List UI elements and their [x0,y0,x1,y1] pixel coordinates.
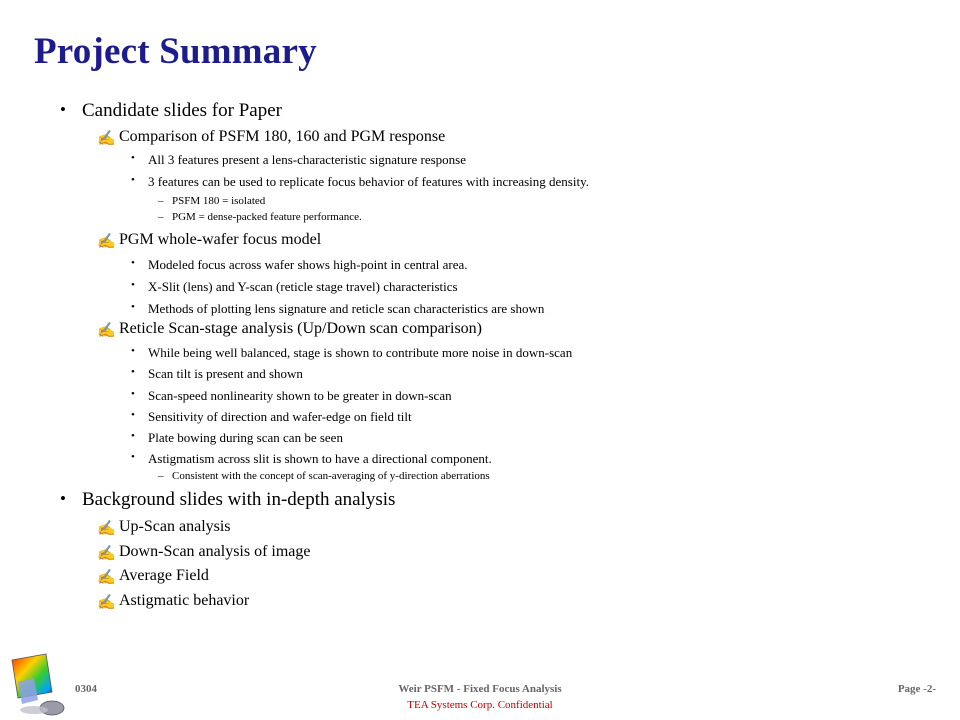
dash-bullet: – [158,211,164,223]
outline-item-text: Astigmatism across slit is shown to have a directional component. [148,451,492,466]
outline-item [131,388,452,404]
outline-item-text: Average Field [119,567,209,584]
outline-item [97,592,250,611]
outline-item-text: All 3 features present a lens-characteristic signature response [148,152,467,167]
outline-item [131,152,467,168]
outline-item [158,470,490,482]
bullet: • [131,257,135,269]
outline-item [60,489,396,511]
outline-item-text: Modeled focus across wafer shows high-point in central area. [148,257,468,272]
outline-item [131,279,458,295]
outline-item [97,567,209,586]
outline-item-text: PGM whole-wafer focus model [119,231,322,248]
outline-item-text: Plate bowing during scan can be seen [148,430,343,445]
outline-item-text: X-Slit (lens) and Y-scan (reticle stage travel) characteristics [148,279,458,294]
bullet: • [131,345,135,357]
outline-item-text: PGM = dense-packed feature performance. [172,211,362,223]
outline-item-text: Methods of plotting lens signature and reticle scan characteristics are shown [148,301,545,316]
outline-item-text: Consistent with the concept of scan-averaging of y-direction aberrations [172,470,490,482]
writing-hand-icon: ✍ [97,595,116,611]
outline-item [131,257,468,273]
writing-hand-icon: ✍ [97,521,116,537]
footer-page-number: Page -2- [897,683,936,695]
outline-item [97,518,231,537]
outline-item [131,301,545,317]
outline-item [97,543,311,562]
bullet: • [131,366,135,378]
writing-hand-icon: ✍ [97,234,116,250]
bullet: • [131,388,135,400]
outline-item [97,128,446,147]
bullet: • [60,489,66,508]
outline-item-text: Comparison of PSFM 180, 160 and PGM response [119,128,446,145]
outline-item-text: While being well balanced, stage is shown to contribute more noise in down-scan [148,345,573,360]
outline-item [131,430,343,446]
bullet: • [131,409,135,421]
bullet: • [131,174,135,186]
outline-item [60,100,282,122]
outline-item [97,320,483,339]
footer-date-code: 0304 [75,683,97,695]
outline-item-text: 3 features can be used to replicate focus behavior of features with increasing density. [148,174,589,189]
dash-bullet: – [158,470,164,482]
outline-item [131,345,573,361]
bullet: • [131,301,135,313]
slide-title: Project Summary [34,31,317,72]
dash-bullet: – [158,195,164,207]
writing-hand-icon: ✍ [97,546,116,562]
outline-item-text: Scan tilt is present and shown [148,366,303,381]
outline-item [131,451,492,467]
outline-item [97,231,322,250]
outline-item [158,195,266,207]
outline-item [131,366,303,382]
outline-item-text: Astigmatic behavior [119,592,250,609]
outline-item-text: Reticle Scan-stage analysis (Up/Down scan comparison) [119,320,483,337]
outline-item-text: Up-Scan analysis [119,518,231,535]
outline-item-text: PSFM 180 = isolated [172,195,266,207]
footer-confidential: TEA Systems Corp. Confidential [407,699,553,711]
outline-item-text: Background slides with in-depth analysis [82,489,396,510]
footer-title: Weir PSFM - Fixed Focus Analysis [398,683,562,695]
bullet: • [60,100,66,119]
writing-hand-icon: ✍ [97,323,116,339]
outline-item [158,211,362,223]
writing-hand-icon: ✍ [97,131,116,147]
outline-item-text: Sensitivity of direction and wafer-edge on field tilt [148,409,412,424]
outline-item [131,174,589,190]
outline-item [131,409,412,425]
bullet: • [131,430,135,442]
writing-hand-icon: ✍ [97,570,116,586]
bullet: • [131,279,135,291]
outline-item-text: Down-Scan analysis of image [119,543,311,560]
outline-item-text: Scan-speed nonlinearity shown to be greater in down-scan [148,388,452,403]
outline-item-text: Candidate slides for Paper [82,100,282,121]
bullet: • [131,451,135,463]
bullet: • [131,152,135,164]
